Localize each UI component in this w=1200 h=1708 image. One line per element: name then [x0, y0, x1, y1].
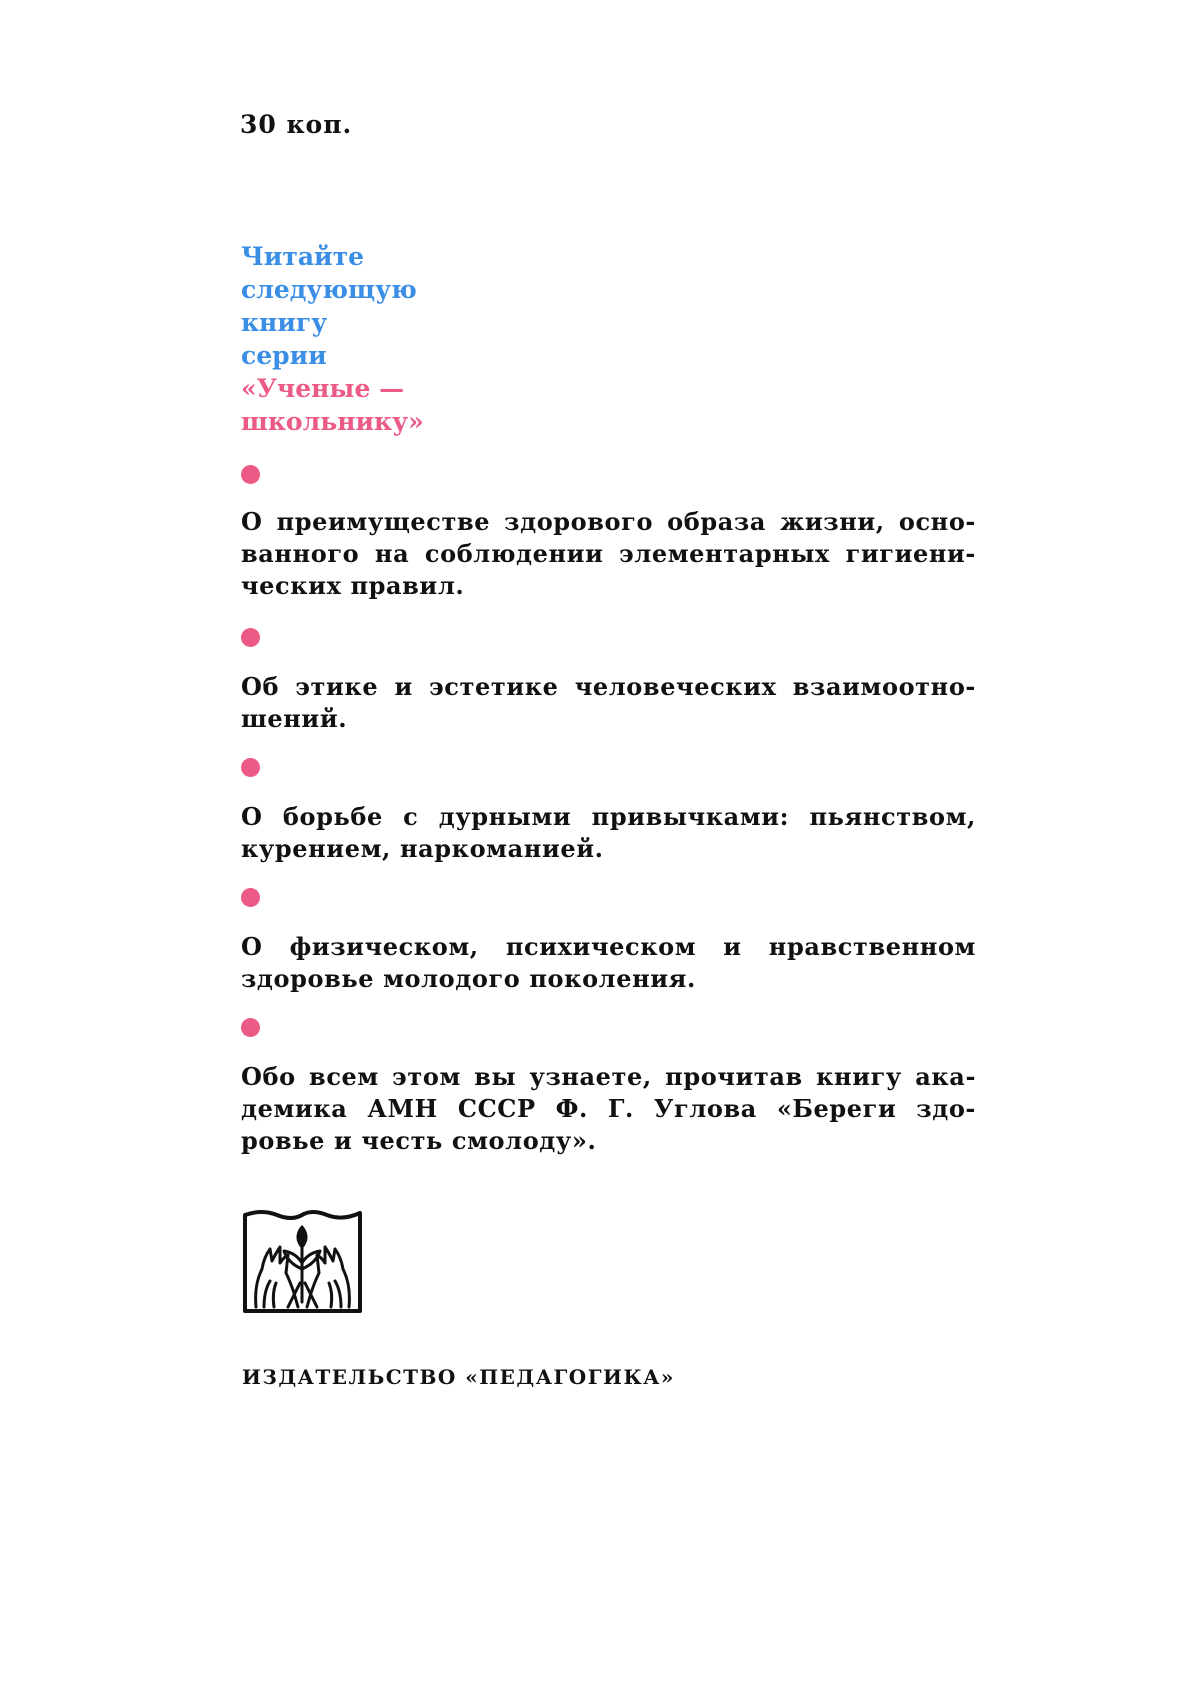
- description-paragraph: [241, 801, 976, 865]
- description-paragraph: [241, 671, 976, 735]
- paragraph-line: здоровье молодого поколения.: [241, 964, 696, 993]
- paragraph-line: демика АМН СССР Ф. Г. Углова «Береги здо-: [241, 1094, 976, 1123]
- series-line: книгу: [241, 308, 328, 337]
- paragraph-line: ванного на соблюдении элементарных гигиени-: [241, 539, 976, 568]
- series-line: серии: [241, 341, 327, 370]
- paragraph-line: ровье и честь смолоду».: [241, 1126, 597, 1155]
- price-label: 30 коп.: [240, 110, 353, 139]
- paragraph-line: Об этике и эстетике человеческих взаимоотно-: [241, 672, 976, 701]
- bullet-dot-icon: [241, 465, 260, 484]
- bullet-dot-icon: [241, 628, 260, 647]
- series-line: следующую: [241, 275, 417, 304]
- paragraph-line: О преимуществе здорового образа жизни, осно-: [241, 507, 976, 536]
- paragraph-line: шений.: [241, 704, 348, 733]
- paragraph-line: О борьбе с дурными привычками: пьянством,: [241, 802, 976, 831]
- bullet-dot-icon: [241, 888, 260, 907]
- bullet-dot-icon: [241, 1018, 260, 1037]
- hands-sprout-logo-icon: [242, 1207, 363, 1314]
- paragraph-line: Обо всем этом вы узнаете, прочитав книгу ака-: [241, 1062, 976, 1091]
- series-line: Читайте: [241, 242, 364, 271]
- paragraph-line: курением, наркоманией.: [241, 834, 604, 863]
- description-paragraph: [241, 931, 976, 995]
- series-title-line: «Ученые —: [241, 374, 405, 403]
- description-paragraph: [241, 1061, 976, 1157]
- description-paragraph: [241, 506, 976, 602]
- bullet-dot-icon: [241, 758, 260, 777]
- paragraph-line: ческих правил.: [241, 571, 465, 600]
- paragraph-line: О физическом, психическом и нравственном: [241, 932, 976, 961]
- publisher-name: ИЗДАТЕЛЬСТВО «ПЕДАГОГИКА»: [242, 1365, 675, 1389]
- series-title-line: школьнику»: [241, 407, 424, 436]
- series-announcement: [241, 240, 424, 438]
